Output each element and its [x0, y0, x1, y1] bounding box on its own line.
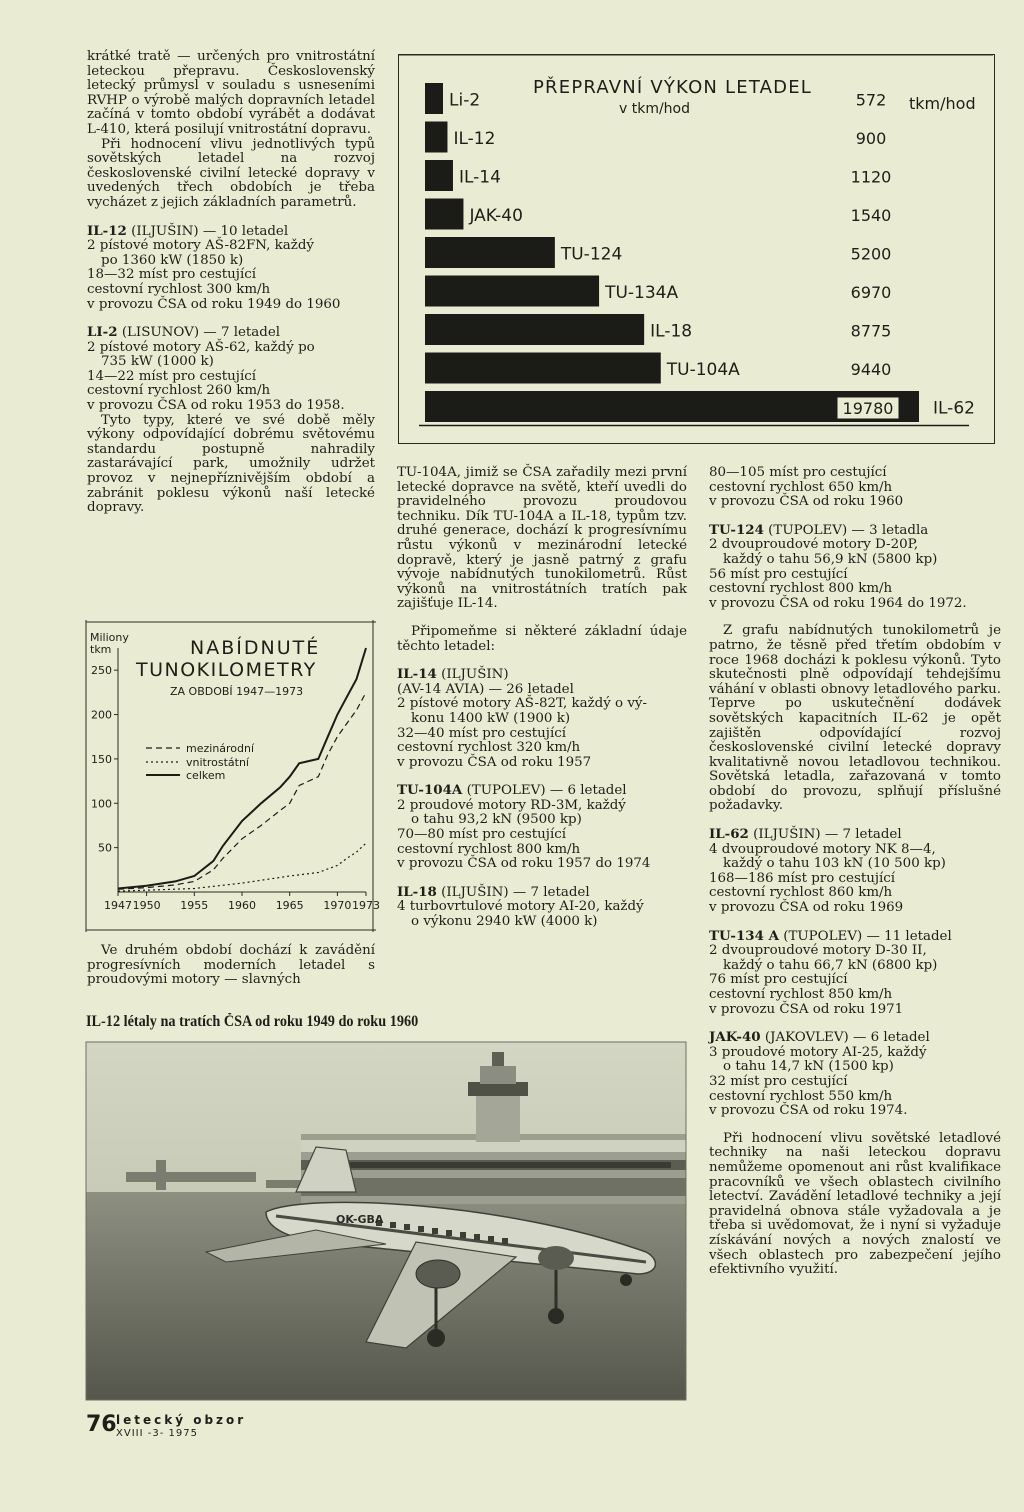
spec-line: v provozu ČSA od roku 1964 do 1972. [709, 595, 967, 611]
bar-tu-134a [425, 276, 599, 307]
left-bottom-paragraph-block [87, 944, 375, 988]
spec-line: 14—22 míst pro cestující [87, 368, 257, 384]
spec-line: v provozu ČSA od roku 1971 [709, 1001, 904, 1017]
spec-line: 2 pístové motory AŠ-82T, každý o vý- [397, 696, 648, 712]
bar-value-label: 900 [855, 129, 887, 148]
spec-line: v provozu ČSA od roku 1957 [397, 754, 592, 770]
x-tick-label: 1970 [323, 899, 352, 912]
spec-li2 [87, 325, 375, 414]
bar-jak-40 [425, 199, 463, 230]
y-tick-label: 50 [98, 841, 112, 855]
spec-title: IL-62 [709, 826, 749, 843]
spec-line: každý o tahu 103 kN (10 500 kp) [723, 856, 946, 872]
spec-line: 3 proudové motory AI-25, každý [709, 1044, 927, 1060]
middle-paragraph-1: TU-104A, jimiž se ČSA zařadily mezi první letecké dopravce na světě, kteří uvedli do pravidelného provozu proudovou techniku. Dík TU-104A a IL-18, typům tzv. druhé generace, dochází k progresívnímu růstu výkonů v mezinárodní letecké dopravě, který je jasně patrný z grafu vývoje nabídnutých tunokilometrů. Růst výkonů na vnitrostátních tratích pak zajišťuje IL-14. [397, 465, 687, 612]
bar-value-label: 1120 [850, 167, 892, 187]
spec-line: po 1360 kW (1850 k) [101, 252, 244, 268]
bar-il-14 [425, 160, 453, 191]
spec-line: 56 míst pro cestující [709, 566, 848, 582]
spec-header-rest: (ILJUŠIN) — 7 letadel [436, 884, 590, 900]
spec-line: v provozu ČSA od roku 1974. [709, 1103, 908, 1119]
spec-line: 4 turbovrtulové motory AI-20, každý [397, 899, 644, 915]
x-tick-label: 1960 [228, 899, 256, 912]
spec-line: 2 dvouproudové motory D-20P, [709, 537, 919, 553]
chart-subtitle: ZA OBDOBÍ 1947—1973 [170, 685, 304, 698]
intro-paragraph-2: Při hodnocení vlivu jednotlivých typů sovětských letadel na rozvoj československé civilní letecké dopravy v uvedených třech obdobích je třeba vycházet z jejich základních parametrů. [87, 136, 375, 210]
spec-header-rest: (LISUNOV) — 7 letadel [117, 325, 281, 341]
bar-category-label: TU-134A [605, 283, 679, 303]
legend-label: celkem [186, 769, 226, 782]
spec-il14 [397, 667, 687, 770]
bar-value-label: 9440 [850, 360, 892, 379]
left-bottom-paragraph: Ve druhém období dochází k zavádění progresívních moderních letadel s proudovými motory — slavných [87, 943, 375, 988]
spec-line: 76 míst pro cestující [709, 972, 848, 988]
il12-airport-photo [86, 1042, 686, 1400]
x-tick-label: 1950 [132, 899, 161, 912]
spec-line: o tahu 14,7 kN (1500 kp) [723, 1059, 894, 1075]
y-tick-label: 150 [91, 752, 112, 766]
bar-value-label: 8775 [850, 321, 892, 341]
spec-header-rest: (JAKOVLEV) — 6 letadel [760, 1030, 930, 1046]
bar-chart-subtitle: v tkm/hod [619, 101, 691, 117]
spec-jak40 [709, 1030, 1001, 1119]
bar-tu-124 [425, 237, 555, 268]
line-chart-svg [86, 620, 380, 932]
spec-line: 2 dvouproudové motory D-30 II, [709, 943, 927, 959]
spec-tu104a [397, 783, 687, 872]
x-tick-label: 1947 [104, 899, 132, 912]
bar-chart-svg [399, 55, 993, 441]
spec-line: cestovní rychlost 860 km/h [709, 885, 893, 901]
spec-tu124 [709, 523, 1001, 612]
spec-line: každý o tahu 66,7 kN (6800 kp) [723, 957, 938, 973]
x-tick-label: 1955 [180, 899, 209, 912]
intro-paragraph-1: krátké tratě — určených pro vnitrostátní leteckou přepravu. Československý letecký průmysl v souladu s usneseními RVHP o výrobě malých dopravních letadel začíná v tomto období vyrábět a dodávat L-410, která posilují vnitrostátní dopravu. [87, 49, 375, 137]
spec-il12 [87, 224, 375, 313]
chart-title-line2: TUNOKILOMETRY [136, 659, 317, 681]
spec-title: IL-18 [397, 883, 437, 900]
bar-il-12 [425, 122, 447, 153]
spec-line: 4 dvouproudové motory NK 8—4, [709, 841, 936, 857]
spec-line: o výkonu 2940 kW (4000 k) [411, 914, 598, 930]
middle-paragraph-2: Připomeňme si některé základní údaje těchto letadel: [397, 623, 687, 654]
spec-line: 2 pístové motory AŠ-82FN, každý [87, 238, 314, 254]
spec-line: o tahu 93,2 kN (9500 kp) [411, 812, 582, 828]
legend [146, 742, 255, 782]
bar-value-label: 1540 [850, 206, 892, 225]
bar-value-label: 19780 [842, 399, 894, 418]
spec-line: cestovní rychlost 850 km/h [709, 987, 893, 1002]
bar-category-label: TU-124 [560, 244, 623, 265]
spec-header-rest: (ILJUŠIN) — 7 letadel [748, 827, 902, 843]
bars-group [419, 83, 975, 426]
aircraft-registration: OK-GBA [336, 1213, 384, 1226]
spec-header-rest: (TUPOLEV) — 11 letadel [778, 928, 952, 944]
bar-category-label: IL-14 [458, 167, 501, 188]
spec-line: cestovní rychlost 800 km/h [397, 841, 581, 857]
spec-line: 80—105 míst pro cestující [709, 465, 887, 480]
spec-line: cestovní rychlost 550 km/h [709, 1088, 893, 1104]
spec-title: IL-14 [397, 666, 437, 683]
bar-category-label: TU-104A [666, 360, 740, 380]
legend-label: vnitrostátní [186, 756, 249, 769]
tunokilometry-chart [86, 620, 380, 932]
spec-line: cestovní rychlost 260 km/h [87, 383, 271, 399]
bar-category-label: JAK-40 [469, 206, 523, 226]
spec-line: v provozu ČSA od roku 1957 do 1974 [397, 856, 651, 872]
y-tick-label: 250 [91, 664, 112, 678]
spec-line: v provozu ČSA od roku 1969 [709, 900, 904, 916]
spec-title: TU-124 [709, 521, 764, 538]
spec-header-rest: (TUPOLEV) — 6 letadel [462, 783, 627, 799]
bar-category-label: IL-62 [933, 398, 975, 419]
spec-title: JAK-40 [709, 1029, 761, 1046]
chart-title-line1: NABÍDNUTÉ [190, 637, 321, 659]
spec-line: 168—186 míst pro cestující [709, 870, 896, 886]
outro-paragraph: Tyto typy, které ve své době měly výkony odpovídající dobrému světovému standardu postupně nahradily zastarávající park, umožnily udržet provoz v nejnepříznivějším období a zabránit poklesu výkonů naší letecké dopravy. [87, 412, 375, 516]
right-column [709, 466, 1001, 1278]
spec-title: TU-104A [397, 782, 463, 799]
spec-line: 32 míst pro cestující [709, 1073, 848, 1089]
bar-category-label: Li-2 [449, 90, 481, 111]
right-paragraph-graph: Z grafu nabídnutých tunokilometrů je patrno, že těsně před třetím obdobím v roce 1968 docházi k poklesu výkonů. Tyto skutečnosti plně odpovídají tehdejšímu váhání v oblasti obnovy letadlového parku. Teprve po uskutečnění dodávek sovětských kapacitních IL-62 je opět zajištěn odpovídající rozvoj československé civilní letecké dopravy kvalitativně novou letadlovou technikou. Sovětská letadla, zařazovaná v tomto období do provozu, splňují příslušné požadavky. [709, 623, 1001, 814]
spec-line: cestovní rychlost 320 km/h [397, 740, 581, 756]
spec-line: v provozu ČSA od roku 1953 do 1958. [87, 398, 345, 414]
right-paragraph-final: Při hodnocení vlivu sovětské letadlové techniky na naši leteckou dopravu nemůžeme opomenout ani růst kvalifikace pracovníků ve všech oblastech civilního letectví. Zavádění letadlové techniky a její pravidelná obnova stále vyžadovala a je třeba si uvědomovat, že i nyní si vyžaduje získávání nových a nových znalostí ve všech oblastech pro zabezpečení jejího efektivního využití. [709, 1130, 1001, 1278]
series-line-mezinárodní [118, 692, 366, 889]
spec-line: cestovní rychlost 300 km/h [87, 281, 271, 297]
spec-line: 32—40 míst pro cestující [397, 725, 567, 741]
left-column [87, 50, 375, 516]
magazine-name: letecký obzor [116, 1413, 247, 1427]
bar-value-label: 6970 [850, 283, 892, 302]
spec-il18 [397, 885, 687, 930]
bar-chart-title: PŘEPRAVNÍ VÝKON LETADEL [533, 77, 812, 98]
spec-line: 2 pístové motory AŠ-62, každý po [87, 339, 315, 355]
spec-line: 70—80 míst pro cestující [397, 827, 567, 843]
spec-header-rest: (ILJUŠIN) — 10 letadel [126, 223, 289, 239]
y-tick-label: 100 [91, 797, 112, 811]
page-number: 76 [86, 1412, 117, 1437]
spec-line: každý o tahu 56,9 kN (5800 kp) [723, 551, 938, 567]
bar-chart-unit: tkm/hod [909, 94, 976, 113]
bar-category-label: IL-18 [650, 321, 693, 342]
spec-line: 735 kW (1000 k) [101, 354, 214, 370]
prepravni-vykon-chart-frame [398, 54, 995, 444]
spec-line: (AV-14 AVIA) — 26 letadel [397, 681, 574, 697]
spec-line: v provozu ČSA od roku 1949 do 1960 [87, 296, 341, 312]
spec-line: cestovní rychlost 800 km/h [709, 581, 893, 597]
bar-li-2 [425, 83, 443, 114]
x-tick-label: 1973 [352, 899, 380, 912]
spec-line: 2 proudové motory RD-3M, každý [397, 797, 626, 813]
spec-il18-continued [709, 466, 1001, 510]
spec-line: 18—32 míst pro cestující [87, 267, 257, 283]
bar-value-label: 5200 [850, 244, 892, 264]
spec-title: LI-2 [87, 324, 118, 341]
bar-value-label: 572 [855, 90, 887, 110]
spec-header-rest: (TUPOLEV) — 3 letadla [763, 522, 929, 538]
spec-tu134a [709, 929, 1001, 1018]
spec-title: TU-134 A [709, 927, 779, 944]
spec-line: cestovní rychlost 650 km/h [709, 479, 893, 495]
spec-il62 [709, 827, 1001, 916]
y-axis-label-1: Miliony [90, 631, 129, 644]
spec-header-rest: (ILJUŠIN) [436, 667, 509, 683]
issue-label: XVIII -3- 1975 [116, 1428, 198, 1439]
y-axis-label-2: tkm [90, 643, 112, 656]
spec-line: konu 1400 kW (1900 k) [411, 710, 571, 726]
terminal-windows [311, 1162, 671, 1168]
y-tick-label: 200 [91, 708, 112, 722]
spec-title: IL-12 [87, 222, 127, 239]
photo-caption: IL-12 létaly na tratích ČSA od roku 1949 do roku 1960 [86, 1013, 419, 1030]
bar-tu-104a [425, 353, 661, 384]
legend-label: mezinárodní [186, 742, 255, 755]
middle-column [397, 466, 687, 930]
spec-line: v provozu ČSA od roku 1960 [709, 494, 904, 510]
bar-category-label: IL-12 [453, 129, 496, 149]
x-tick-label: 1965 [275, 899, 304, 912]
bar-il-18 [425, 314, 644, 345]
